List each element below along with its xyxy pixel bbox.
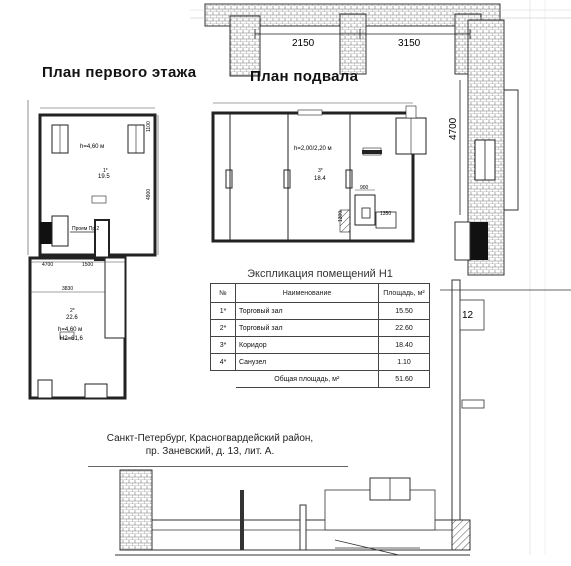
dim-ff-bottom-mid: 1500	[82, 262, 94, 268]
dim-bs-c: 1350	[380, 211, 392, 217]
dim-bs-a: 900	[360, 185, 369, 191]
dim-top-left: 2150	[292, 38, 315, 49]
explication-table	[210, 265, 430, 393]
ff-room2-height: h=4,60 м	[58, 327, 83, 333]
address-line2: пр. Заневский, д. 13, лит. А.	[145, 446, 275, 457]
address-underline	[88, 466, 348, 467]
bottom-building-wall	[0, 470, 571, 566]
dim-ff-top: 1100	[146, 121, 152, 132]
total-label: Общая площадь, м²	[236, 371, 379, 388]
table-row	[211, 320, 430, 337]
row-name: Торговый зал	[236, 303, 379, 320]
dim-bs-b: 1300	[338, 210, 344, 222]
dim-ff-side: 4900	[146, 188, 152, 200]
address-block	[60, 432, 360, 458]
bs-room-height: h=2,00/2,20 м	[294, 146, 332, 152]
ff-room1-number: 1*	[103, 168, 108, 174]
header-area: Площадь, м²	[379, 284, 430, 303]
dim-top-right: 3150	[398, 38, 421, 49]
first-floor-title: План первого этажа	[42, 64, 197, 81]
row-area: 18.40	[379, 337, 430, 354]
header-name: Наименование	[236, 284, 379, 303]
ff-room2-area: 22.6	[66, 315, 78, 321]
dim-right-side: 4700	[448, 117, 459, 140]
total-row	[211, 371, 430, 388]
explication-header-row	[211, 284, 430, 303]
row-number: 4*	[211, 354, 236, 371]
dim-ff-room2-width: 3830	[62, 286, 74, 292]
address-line1: Санкт-Петербург, Красногвардейский район,	[106, 433, 314, 444]
explication-caption: Экспликация помещений Н1	[247, 268, 393, 280]
explication-grid	[210, 283, 430, 388]
row-name: Санузел	[236, 354, 379, 371]
bs-room-area: 18.4	[314, 176, 326, 182]
row-area: 22.60	[379, 320, 430, 337]
row-number: 2*	[211, 320, 236, 337]
basement-title: План подвала	[250, 68, 359, 85]
row-name: Коридор	[236, 337, 379, 354]
row-area: 1.10	[379, 354, 430, 371]
row-number: 3*	[211, 337, 236, 354]
total-value: 51.60	[379, 371, 430, 388]
ff-room2-height2: H2=61,6	[60, 336, 83, 342]
row-name: Торговый зал	[236, 320, 379, 337]
ff-stair-label: Проем Пр.2	[72, 226, 100, 232]
bs-room-number: 3*	[318, 168, 323, 174]
ff-room1-area: 19.5	[98, 174, 110, 180]
ff-room2-number: 2*	[70, 308, 75, 314]
header-number: №	[211, 284, 236, 303]
table-row	[211, 354, 430, 371]
ff-room1-height: h=4,60 м	[80, 144, 105, 150]
table-row	[211, 337, 430, 354]
table-row	[211, 303, 430, 320]
row-number: 1*	[211, 303, 236, 320]
row-area: 15.50	[379, 303, 430, 320]
dim-ff-bottom-left: 4700	[42, 262, 54, 268]
right-room-tag: 12	[462, 310, 474, 321]
